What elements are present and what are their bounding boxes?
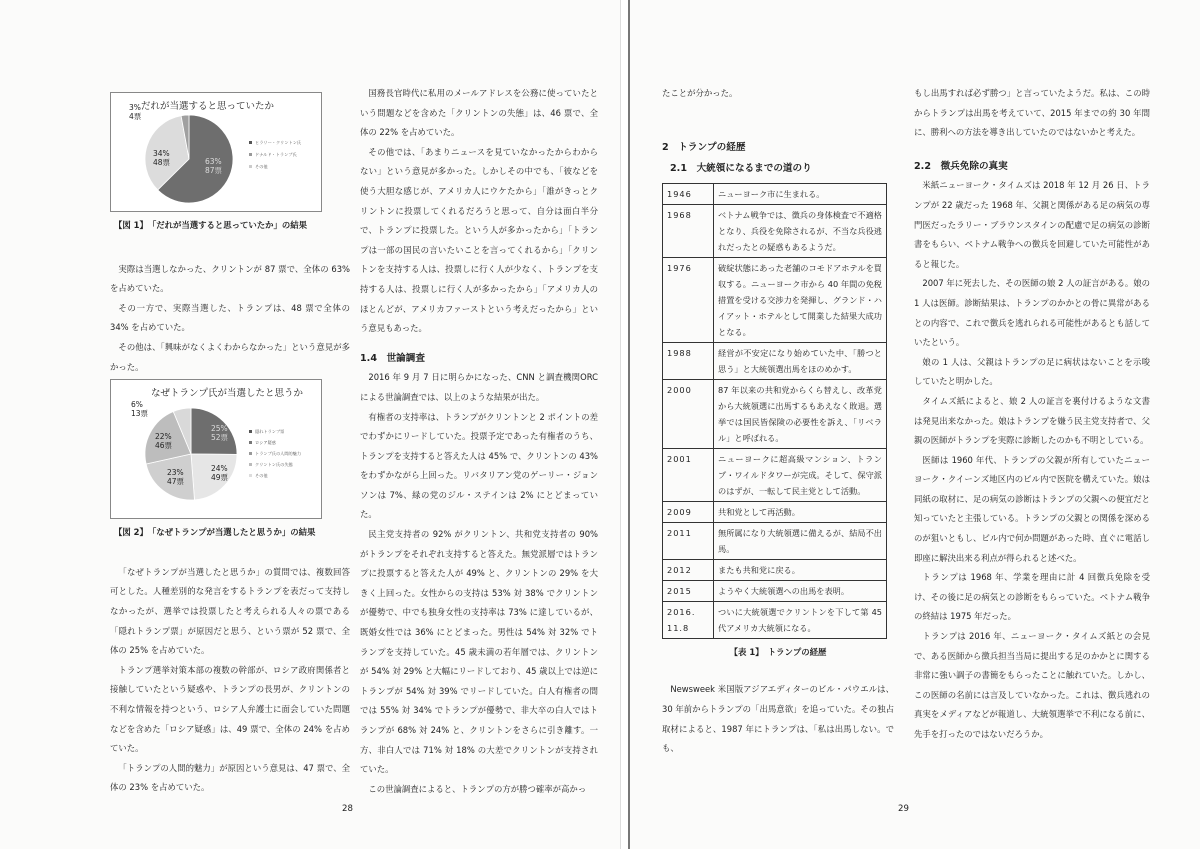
timeline-event: 経営が不安定になり始めていた中、「勝つと思う」と大統領選出馬をほのめかす。 xyxy=(714,342,887,379)
legend2-swatch-2 xyxy=(249,452,252,455)
timeline-event: 87 年以来の共和党からくら替えし、改革党から大統領選に出馬するもあえなく敗退。選挙では国民皆保険の必要性を訴え、「リベラル」と呼ばれる。 xyxy=(714,379,887,448)
timeline-year: 1988 xyxy=(663,342,714,379)
legend2-swatch-1 xyxy=(249,441,252,444)
section-2-2-heading: 2.2 徴兵免除の真実 xyxy=(914,160,1008,172)
legend1-swatch-1 xyxy=(249,153,252,156)
figure2-label-charm: 23% 47票 xyxy=(167,468,185,487)
poll-para-4: この世論調査によると、トランプの方が勝つ確率が高かっ xyxy=(368,783,587,794)
timeline-event: 破綻状態にあった老舗のコモドアホテルを買収する。ニューヨーク市から 40 年間の免税措置を受ける交渉力を発揮し、グランド・ハイアット・ホテルとして開業した結果大成功となる。 xyxy=(714,257,887,342)
continued-quote: もし出馬すれば必ず勝つ」と言っていたようだ。私は、この時からトランプは出馬を考えていて、2015 年までの約 30 年間に、勝利への方法を導き出していたのではないかと考えた。 xyxy=(914,88,1150,138)
figure1-caption: 【図 1】 「だれが当選すると思っていたか」の結果 xyxy=(114,220,307,230)
figure2-label-hidden: 25% 52票 xyxy=(211,424,229,443)
timeline-row xyxy=(663,501,887,522)
draft-para-4: タイムズ紙によると、娘 2 人の証言を裏付けるような文書は発見出来なかった。娘はトランプを嫌う民主党支持者で、父親の医師がトランプを実際に診断したのかも不明としている。 xyxy=(914,395,1150,446)
draft-para-6: トランプは 1968 年、学業を理由に計 4 回徴兵免除を受け、その後に足の病気との診断をもらっていた。ベトナム戦争の終結は 1975 年だった。 xyxy=(914,572,1150,622)
poll-para-1: 2016 年 9 月 7 日に明らかになった、CNN と調査機関ORCによる世論調査では、以上のような結果が出た。 xyxy=(360,372,598,402)
figure1-legend xyxy=(249,139,302,170)
clinton-para: 国務長官時代に私用のメールアドレスを公務に使っていたという問題などを含めた「クリントンの失態」は、46 票で、全体の 22% を占めていた。 xyxy=(360,88,598,138)
legend2-swatch-4 xyxy=(249,474,252,477)
section-2-1-heading: 2.1 大統領になるまでの道のり xyxy=(670,163,812,175)
timeline-event: ニューヨーク市に生まれる。 xyxy=(714,183,887,204)
timeline-event: ベトナム戦争では、徴兵の身体検査で不適格となり、兵役を免除されるが、不当な兵役逃れだったとの疑惑もあるようだ。 xyxy=(714,204,887,257)
figure1-label-trump: 34% 48票 xyxy=(153,149,171,167)
timeline-year: 2000 xyxy=(663,379,714,448)
legend2-label-0: 隠れトランプ票 xyxy=(255,429,285,435)
figure2-label-clinton: 22% 46票 xyxy=(155,432,173,451)
left-column-1 xyxy=(110,92,350,798)
timeline-event: ようやく大統領選への出馬を表明。 xyxy=(714,580,887,601)
timeline-year: 2009 xyxy=(663,501,714,522)
continued-text: たことが分かった。 xyxy=(662,88,738,98)
figure2-legend xyxy=(249,428,301,479)
poll-para-3: 民主党支持者の 92% がクリントン、共和党支持者の 90% がトランプをそれぞれ支持すると答えた。無党派層ではトランプに投票すると答えた人が 49% と、クリントンの 29% を大きく上回った。女性からの支持は 53% 対 38% でクリントンが優勢で、中でも独身女性の支持率は 73% に達しているが、既婚女性では 36% にとどまった。男性は 54% 対 32% でトランプを支持していた。45 歳未満の若年層では、クリントンが 54% 対 29% と大幅にリードしており、45 歳以上では逆にトランプが 54% 対 39% でリードしていた。白人有権者の間では 55% 対 34% でトランプが優勢で、非大卒の白人ではトランプが 68% 対 24% と、クリントンをさらに引き離す。一方、非白人では 71% 対 18% の大差でクリントンが支持されていた。 xyxy=(360,529,598,775)
draft-para-1: 米紙ニューヨーク・タイムズは 2018 年 12 月 26 日、トランプが 22 歳だった 1968 年、父親と関係がある足の病気の専門医だったラリー・ブラウンスタインの配慮で足の病気の診断書をもらい、ベトナム戦争への徴兵を回避していた可能性があると報じた。 xyxy=(914,180,1150,269)
timeline-year: 2001 xyxy=(663,448,714,501)
timeline-year: 1946 xyxy=(663,183,714,204)
fig1-para-3: その他は、「興味がなくよくわからなかった」という意見が多かった。 xyxy=(110,341,350,372)
figure2-label-other: 6% 13票 xyxy=(131,400,149,419)
timeline-row xyxy=(663,580,887,601)
fig1-para-1: 実際は当選しなかった、クリントンが 87 票で、全体の 63% を占めていた。 xyxy=(110,263,350,294)
legend1-label-1: ドナルド・トランプ氏 xyxy=(255,152,297,157)
timeline-row xyxy=(663,342,887,379)
draft-para-2: 2007 年に死去した、その医師の娘 2 人の証言がある。娘の 1 人は医師。診断結果は、トランプのかかとの骨に異常があるとの内容で、これで徴兵を逃れられる可能性があるとも話していたという。 xyxy=(914,278,1150,348)
figure1-title: だれが当選すると思っていたか xyxy=(141,101,275,112)
legend2-swatch-0 xyxy=(249,430,252,433)
timeline-row xyxy=(663,559,887,580)
figure1-label-clinton: 63% 87票 xyxy=(205,157,223,175)
timeline-table xyxy=(662,183,887,639)
table1-caption: 【表 1】 トランプの経歴 xyxy=(729,646,827,657)
timeline-row xyxy=(663,522,887,559)
fig2-para-1: 「なぜトランプが当選したと思うか」の質問では、複数回答可とした。人種差別的な発言をするトランプを表だって支持しなかったが、選挙では投票したと考えられる人々の票である「隠れトランプ票」が原因だと思う、という票が 52 票で、全体の 25% を占めていた。 xyxy=(110,566,350,656)
draft-para-5: 医師は 1960 年代、トランプの父親が所有していたニューヨーク・クイーンズ地区内のビル内で医院を構えていた。娘は同紙の取材に、足の病気の診断はトランプの父親への便宜だと知っていたと主張している。トランプの父親との関係を深めるのが狙いともし、ビル内で何か問題があった時、直ぐに電話し即座に解決出来る利点が得られると述べた。 xyxy=(914,454,1150,563)
fig1-para-2: その一方で、実際当選した、トランプは、48 票で全体の 34% を占めていた。 xyxy=(110,302,350,333)
legend1-label-0: ヒラリー・クリントン氏 xyxy=(255,140,302,145)
left-column-2 xyxy=(360,84,598,799)
legend1-label-2: その他 xyxy=(255,164,268,169)
timeline-row xyxy=(663,183,887,204)
right-column-2 xyxy=(914,84,1150,745)
figure2-title: なぜトランプ氏が当選したと思うか xyxy=(151,388,304,400)
timeline-year: 2016. 11.8 xyxy=(663,601,714,638)
timeline-row xyxy=(663,257,887,342)
draft-para-7: トランプは 2016 年、ニューヨーク・タイムズ紙との会見で、ある医師から徴兵担当当局に提出する足のかかとに関する非常に強い調子の書簡をもらったことに触れていた。しかし、この医師の名前には言及していなかった。これは、徴兵逃れの真実をメディアなどが報道し、大統領選挙で不利になる前に、先手を打ったのではないだろうか。 xyxy=(914,631,1150,739)
timeline-row xyxy=(663,601,887,638)
legend1-swatch-0 xyxy=(249,141,252,144)
right-column-1 xyxy=(662,84,894,759)
timeline-event: ニューヨークに超高級マンション、トランプ・ワイルドタワーが完成。そして、保守派のはずが、一転して民主党として活動。 xyxy=(714,448,887,501)
figure2-pie-chart xyxy=(110,379,322,519)
figure1-svg xyxy=(111,93,321,211)
figure1-pie-chart xyxy=(110,92,322,212)
figure2-caption: 【図 2】 「なぜトランプが当選したと思うか」の結果 xyxy=(114,527,316,538)
timeline-body xyxy=(663,183,887,638)
poll-para-2: 有権者の支持率は、トランプがクリントンと 2 ポイントの差でわずかにリードしていた。投票予定であった有権者のうち、トランプを支持すると答えた人は 45% で、クリントンの 43% をわずかながら上回った。リバタリアン党のゲーリー・ジョンソンは 7%、緑の党のジル・ステインは 2% にとどまっていた。 xyxy=(360,411,598,520)
timeline-event: 共和党として再活動。 xyxy=(714,501,887,522)
figure2-label-russia: 24% 49票 xyxy=(211,464,229,483)
timeline-row xyxy=(663,448,887,501)
section-2-heading: 2 トランプの経歴 xyxy=(662,141,746,153)
timeline-year: 2015 xyxy=(663,580,714,601)
legend2-swatch-3 xyxy=(249,463,252,466)
newsweek-para: Newsweek 米国版アジアエディターのビル・パウエルは、30 年前からトランプの「出馬意欲」を追っていた。その独占取材によると、1987 年にトランプは、「私は出馬しない。でも、 xyxy=(662,684,894,754)
timeline-event: またも共和党に戻る。 xyxy=(714,559,887,580)
draft-para-3: 娘の 1 人は、父親はトランプの足に病状はないことを示唆していたと明かした。 xyxy=(914,356,1150,387)
legend2-label-4: その他 xyxy=(255,473,268,479)
timeline-year: 1968 xyxy=(663,204,714,257)
fig2-para-2: トランプ選挙対策本部の複数の幹部が、ロシア政府関係者と接触していたという疑惑や、トランプの長男が、クリントンの不利な情報を持つという、ロシア人弁護士に面会していた問題などを含めた「ロシア疑惑」は、49 票で、全体の 24% を占めていた。 xyxy=(110,664,350,754)
fig2-para-3: 「トランプの人間的魅力」が原因という意見は、47 票で、全体の 23% を占めていた。 xyxy=(110,762,350,793)
figure1-callout: 3% 4票 xyxy=(129,103,142,121)
timeline-event: ついに大統領選でクリントンを下して第 45 代アメリカ大統領になる。 xyxy=(714,601,887,638)
page-number-left: 28 xyxy=(342,804,353,814)
timeline-row xyxy=(663,204,887,257)
timeline-year: 2012 xyxy=(663,559,714,580)
figure2-slices xyxy=(145,408,237,500)
timeline-year: 2011 xyxy=(663,522,714,559)
right-page xyxy=(628,0,1200,849)
other-opinions-para: その他では、「あまりニュースを見ていなかったからわからない」という意見が多かった。しかしその中でも、「彼などを使う大胆な感じが、アメリカ人にウケたから」「誰がきっとクリントンに投票してくれるだろうと思って、自分は面白半分で、トランプに投票した。という人が多かったから」「トランプは一部の国民の言いたいことを言ってくれるから」「クリントンを支持する人は、投票しに行く人が少なく、トランプを支持する人は、投票しに行く人が多かったから」「アメリカ人のほとんどが、アメリカファーストという考えだったから」という意見もあった。 xyxy=(360,146,598,334)
legend2-label-1: ロシア疑惑 xyxy=(255,440,276,446)
timeline-row xyxy=(663,379,887,448)
legend1-swatch-2 xyxy=(249,165,252,168)
legend2-label-2: トランプ氏の人間的魅力 xyxy=(255,451,302,457)
page-number-right: 29 xyxy=(898,804,909,814)
section-1-4-heading: 1.4 世論調査 xyxy=(360,352,425,364)
timeline-event: 無所属になり大統領選に備えるが、結局不出馬。 xyxy=(714,522,887,559)
timeline-year: 1976 xyxy=(663,257,714,342)
legend2-label-3: クリントン氏の失態 xyxy=(255,462,293,468)
